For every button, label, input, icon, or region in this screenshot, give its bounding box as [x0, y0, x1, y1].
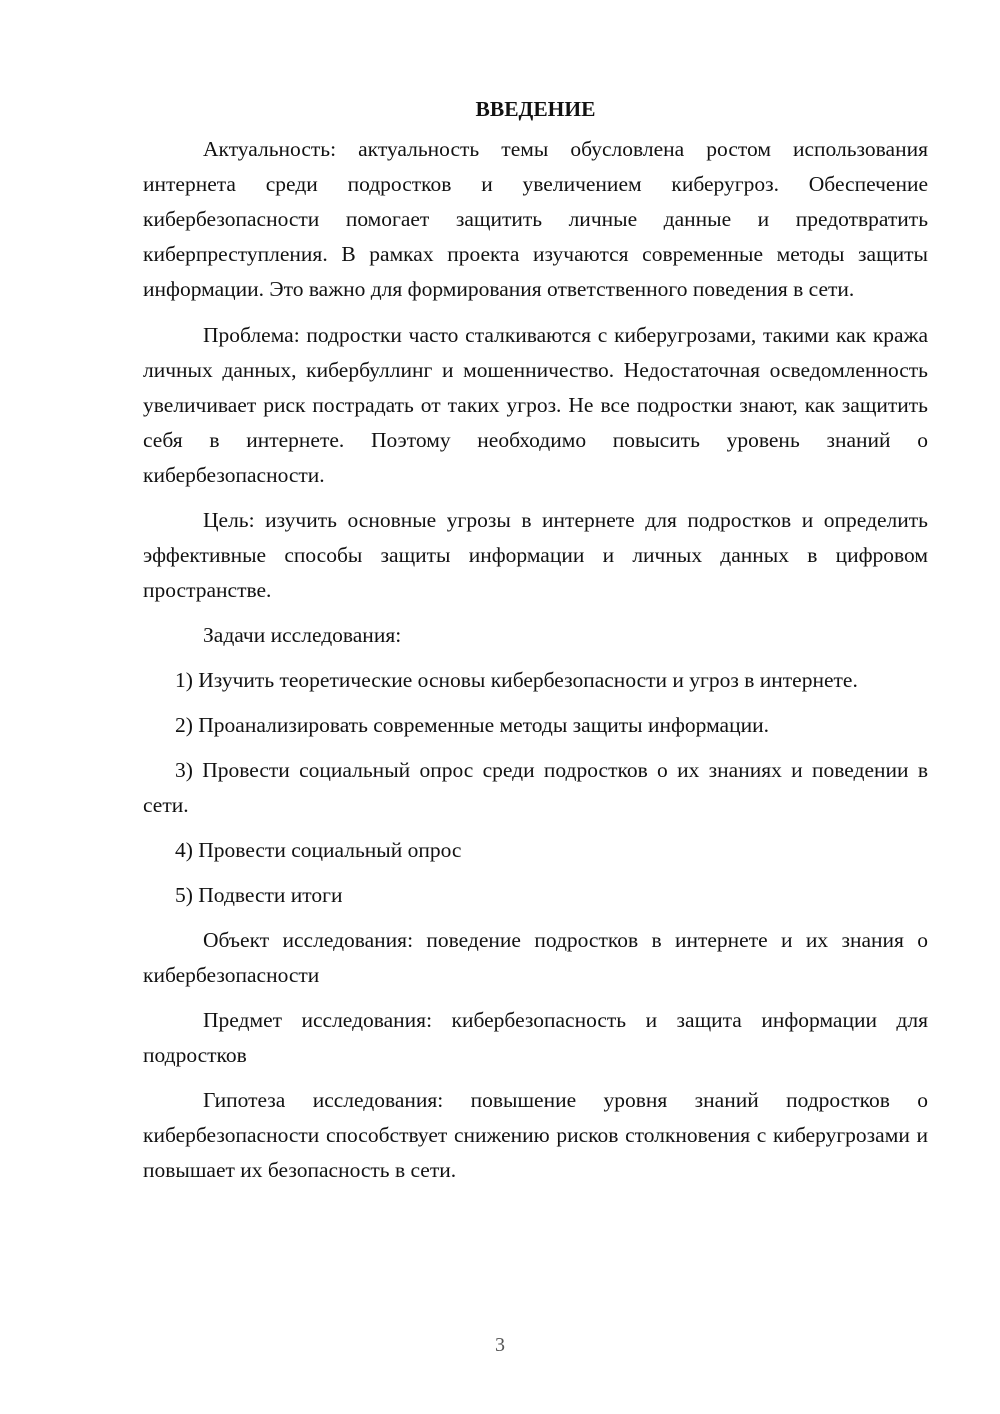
goal-paragraph: Цель: изучить основные угрозы в интернете для подростков и определить эффективные способы защиты информации и личных данных в цифровом пространстве. [143, 508, 928, 602]
list-item: 5) Подвести итоги [175, 883, 343, 907]
document-page [143, 92, 928, 1198]
tasks-heading: Задачи исследования: [203, 623, 402, 647]
tasks-list [143, 663, 928, 913]
hypothesis-paragraph: Гипотеза исследования: повышение уровня знаний подростков о кибербезопасности способствует снижению рисков столкновения с киберугрозами и повышает их безопасность в сети. [143, 1088, 928, 1182]
section-title: ВВЕДЕНИЕ [475, 97, 596, 121]
list-item: 1) Изучить теоретические основы кибербезопасности и угроз в интернете. [175, 668, 858, 692]
list-item: 3) Провести социальный опрос среди подростков о их знаниях и поведении в сети. [143, 758, 928, 817]
problem-paragraph: Проблема: подростки часто сталкиваются с киберугрозами, такими как кража личных данных, кибербуллинг и мошенничество. Недостаточная осведомленность увеличивает риск пострадать от таких угроз. Не все подростки знают, как защитить себя в интернете. Поэтому необходимо повысить уровень знаний о кибербезопасности. [143, 323, 928, 487]
page-number: 3 [495, 1334, 505, 1356]
subject-paragraph: Предмет исследования: кибербезопасность и защита информации для подростков [143, 1008, 928, 1067]
list-item: 4) Провести социальный опрос [175, 838, 462, 862]
list-item: 2) Проанализировать современные методы защиты информации. [175, 713, 769, 737]
relevance-paragraph: Актуальность: актуальность темы обусловлена ростом использования интернета среди подростков и увеличением киберугроз. Обеспечение кибербезопасности помогает защитить личные данные и предотвратить киберпреступления. В рамках проекта изучаются современные методы защиты информации. Это важно для формирования ответственного поведения в сети. [143, 137, 928, 301]
object-paragraph: Объект исследования: поведение подростков в интернете и их знания о кибербезопасности [143, 928, 928, 987]
